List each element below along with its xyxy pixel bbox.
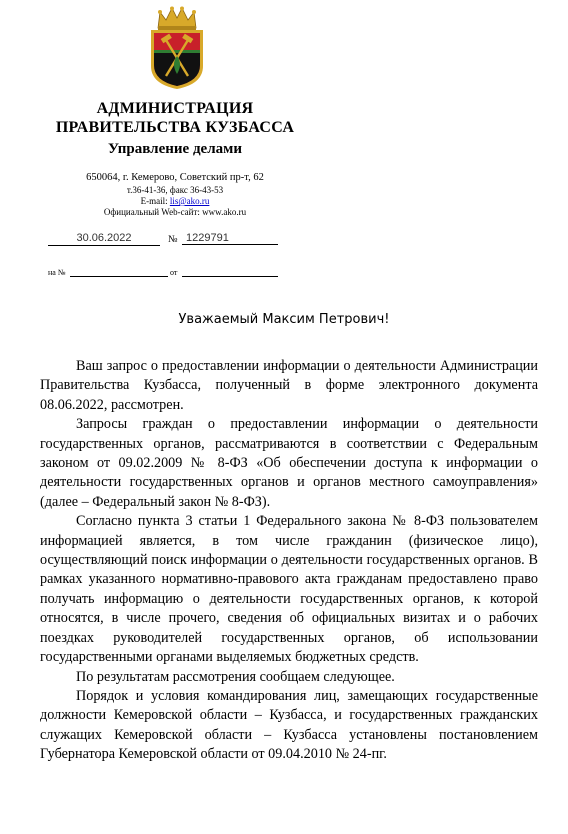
paragraph: Запросы граждан о предоставлении информации о деятельности государственных органов, рассматриваются в соответствии с Федеральным законом от 09.02.2009 № 8-ФЗ «Об обеспечении доступа к информации о деятельности государственных органов и органов местного самоуправления» (далее – Федеральный закон № 8-ФЗ). <box>40 416 538 510</box>
paragraph: По результатам рассмотрения сообщаем следующее. <box>76 668 395 685</box>
paragraph: Ваш запрос о предоставлении информации о деятельности Администрации Правительства Кузбасса, полученный в форме электронного документа 08.06.2022, рассмотрен. <box>40 358 538 413</box>
registration-number: 1229791 <box>182 232 278 245</box>
ref-date-blank <box>182 276 278 277</box>
ref-number-blank <box>70 276 168 277</box>
org-name-line1: АДМИНИСТРАЦИЯ <box>96 100 254 117</box>
ref-from-label: от <box>170 268 178 277</box>
email-link[interactable]: lis@ako.ru <box>169 196 210 206</box>
paragraph: Порядок и условия командирования лиц, замещающих государственные должности Кемеровской области – Кузбасса, и государственных гражданских служащих Кемеровской области – Кузбасса установлены постановлением Губернатора Кемеровской области от 09.04.2010 № 24-пг. <box>40 687 538 763</box>
registration-line <box>48 232 280 248</box>
org-name-line2: ПРАВИТЕЛЬСТВА КУЗБАССА <box>55 119 295 136</box>
email-line <box>40 196 310 206</box>
registration-date: 30.06.2022 <box>48 232 160 246</box>
paragraph: Согласно пункта 3 статьи 1 Федерального закона № 8-ФЗ пользователем информацией является, в том числе гражданин (физическое лицо), осуществляющий поиск информации о деятельности государственных органов. В рамках указанного нормативно-правового акта гражданам предоставлено право получать информацию о деятельности государственных органов, к которой относятся, в числе прочего, сведения об официальных визитах и о рабочих поездках руководителей государственных органов, об использовании государственными органами выделяемых бюджетных средств. <box>40 513 538 666</box>
postal-address: 650064, г. Кемерово, Советский пр-т, 62 <box>86 172 264 183</box>
ref-number-label: на № <box>48 268 66 277</box>
kuzbass-coat-of-arms-icon <box>146 6 208 90</box>
number-sign: № <box>168 234 178 245</box>
phone-fax: т.36-41-36, факс 36-43-53 <box>126 185 224 195</box>
email-label: E-mail: <box>140 196 170 206</box>
website-line: Официальный Web-сайт: www.ako.ru <box>103 207 247 217</box>
org-department: Управление делами <box>108 141 242 157</box>
reference-line <box>48 268 288 280</box>
salutation: Уважаемый Максим Петрович! <box>178 312 390 327</box>
letter-body <box>40 357 538 765</box>
